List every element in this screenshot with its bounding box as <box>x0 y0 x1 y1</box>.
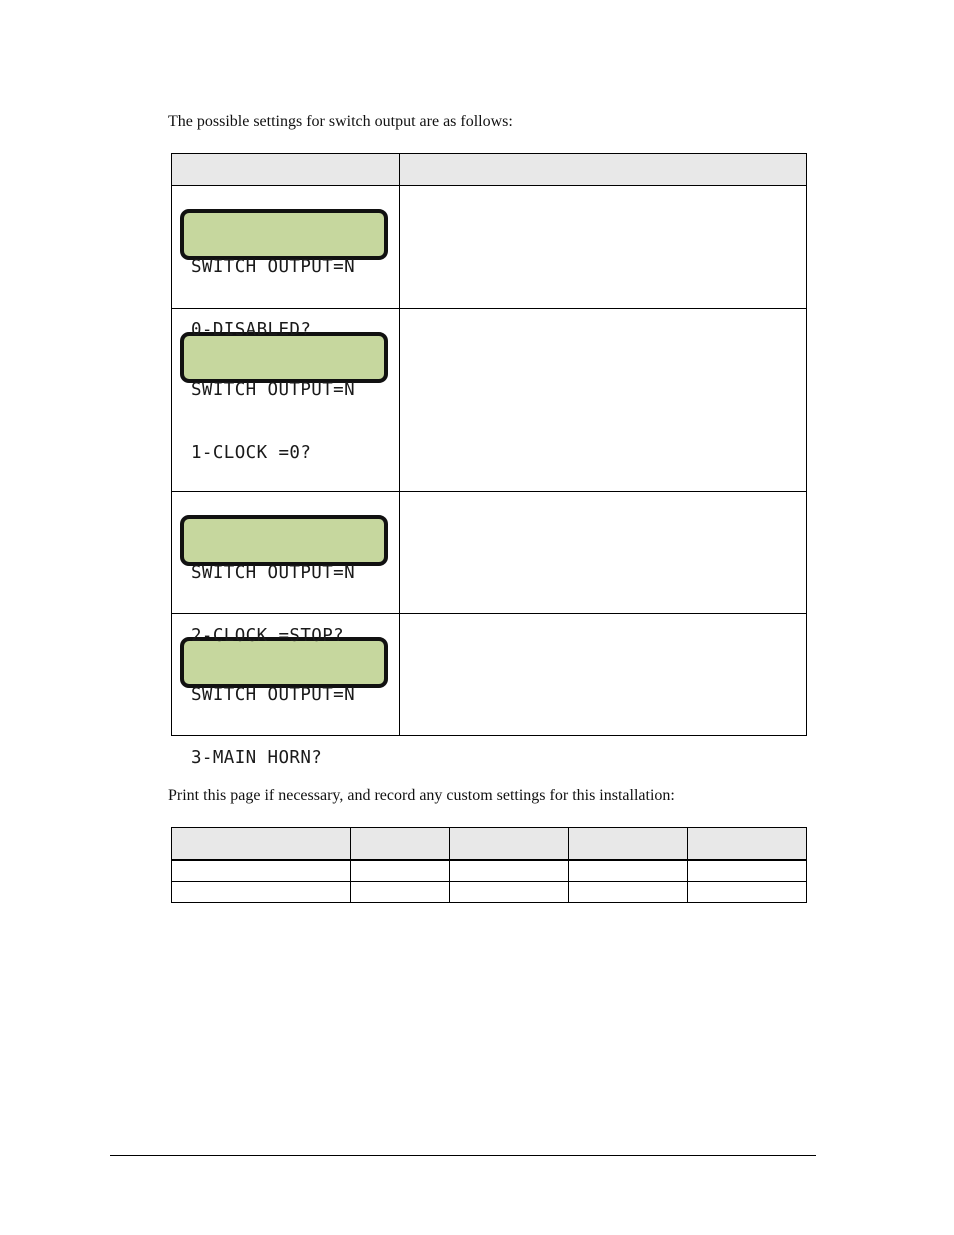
settings-table-header <box>172 154 807 186</box>
lcd-line-1: SWITCH OUTPUT=N <box>191 380 356 400</box>
switch-output-settings-table <box>171 153 807 768</box>
record-cell <box>351 860 450 882</box>
record-table-header <box>172 828 807 861</box>
table-row <box>172 860 807 882</box>
lcd-line-1: SWITCH OUTPUT=N <box>191 563 356 583</box>
description-cell <box>400 492 807 614</box>
header-cell <box>569 828 688 861</box>
record-cell <box>450 860 569 882</box>
lcd-display <box>180 209 388 340</box>
record-cell <box>172 860 351 882</box>
lcd-line-1: SWITCH OUTPUT=N <box>191 685 356 705</box>
lcd-cell <box>172 186 400 340</box>
lcd-line-2: 1-CLOCK =0? <box>191 443 312 463</box>
record-cell <box>569 882 688 903</box>
record-cell <box>688 860 807 882</box>
record-cell <box>351 882 450 903</box>
lcd-line-2: 3-MAIN HORN? <box>191 748 323 768</box>
lcd-line-1: SWITCH OUTPUT=N <box>191 257 356 277</box>
header-cell <box>688 828 807 861</box>
description-cell <box>400 309 807 492</box>
description-cell <box>400 186 807 309</box>
record-instructions: Print this page if necessary, and record any custom settings for this installation: <box>168 787 675 804</box>
lcd-display <box>180 515 388 646</box>
table-row <box>172 492 807 614</box>
header-cell-display <box>172 154 400 186</box>
header-cell <box>351 828 450 861</box>
record-cell <box>688 882 807 903</box>
record-cell <box>569 860 688 882</box>
table-row <box>172 186 807 309</box>
table-row <box>172 882 807 903</box>
header-cell <box>172 828 351 861</box>
lcd-line-2: 0-DISABLED? <box>191 320 312 340</box>
record-cell <box>172 882 351 903</box>
lcd-line-2: 2-CLOCK =STOP? <box>191 626 345 646</box>
lcd-cell <box>172 492 400 646</box>
header-cell <box>450 828 569 861</box>
custom-settings-record-table <box>171 827 807 903</box>
footer-divider <box>110 1155 816 1156</box>
intro-text: The possible settings for switch output are as follows: <box>168 113 513 130</box>
description-cell <box>400 614 807 736</box>
record-cell <box>450 882 569 903</box>
header-cell-description <box>400 154 807 186</box>
